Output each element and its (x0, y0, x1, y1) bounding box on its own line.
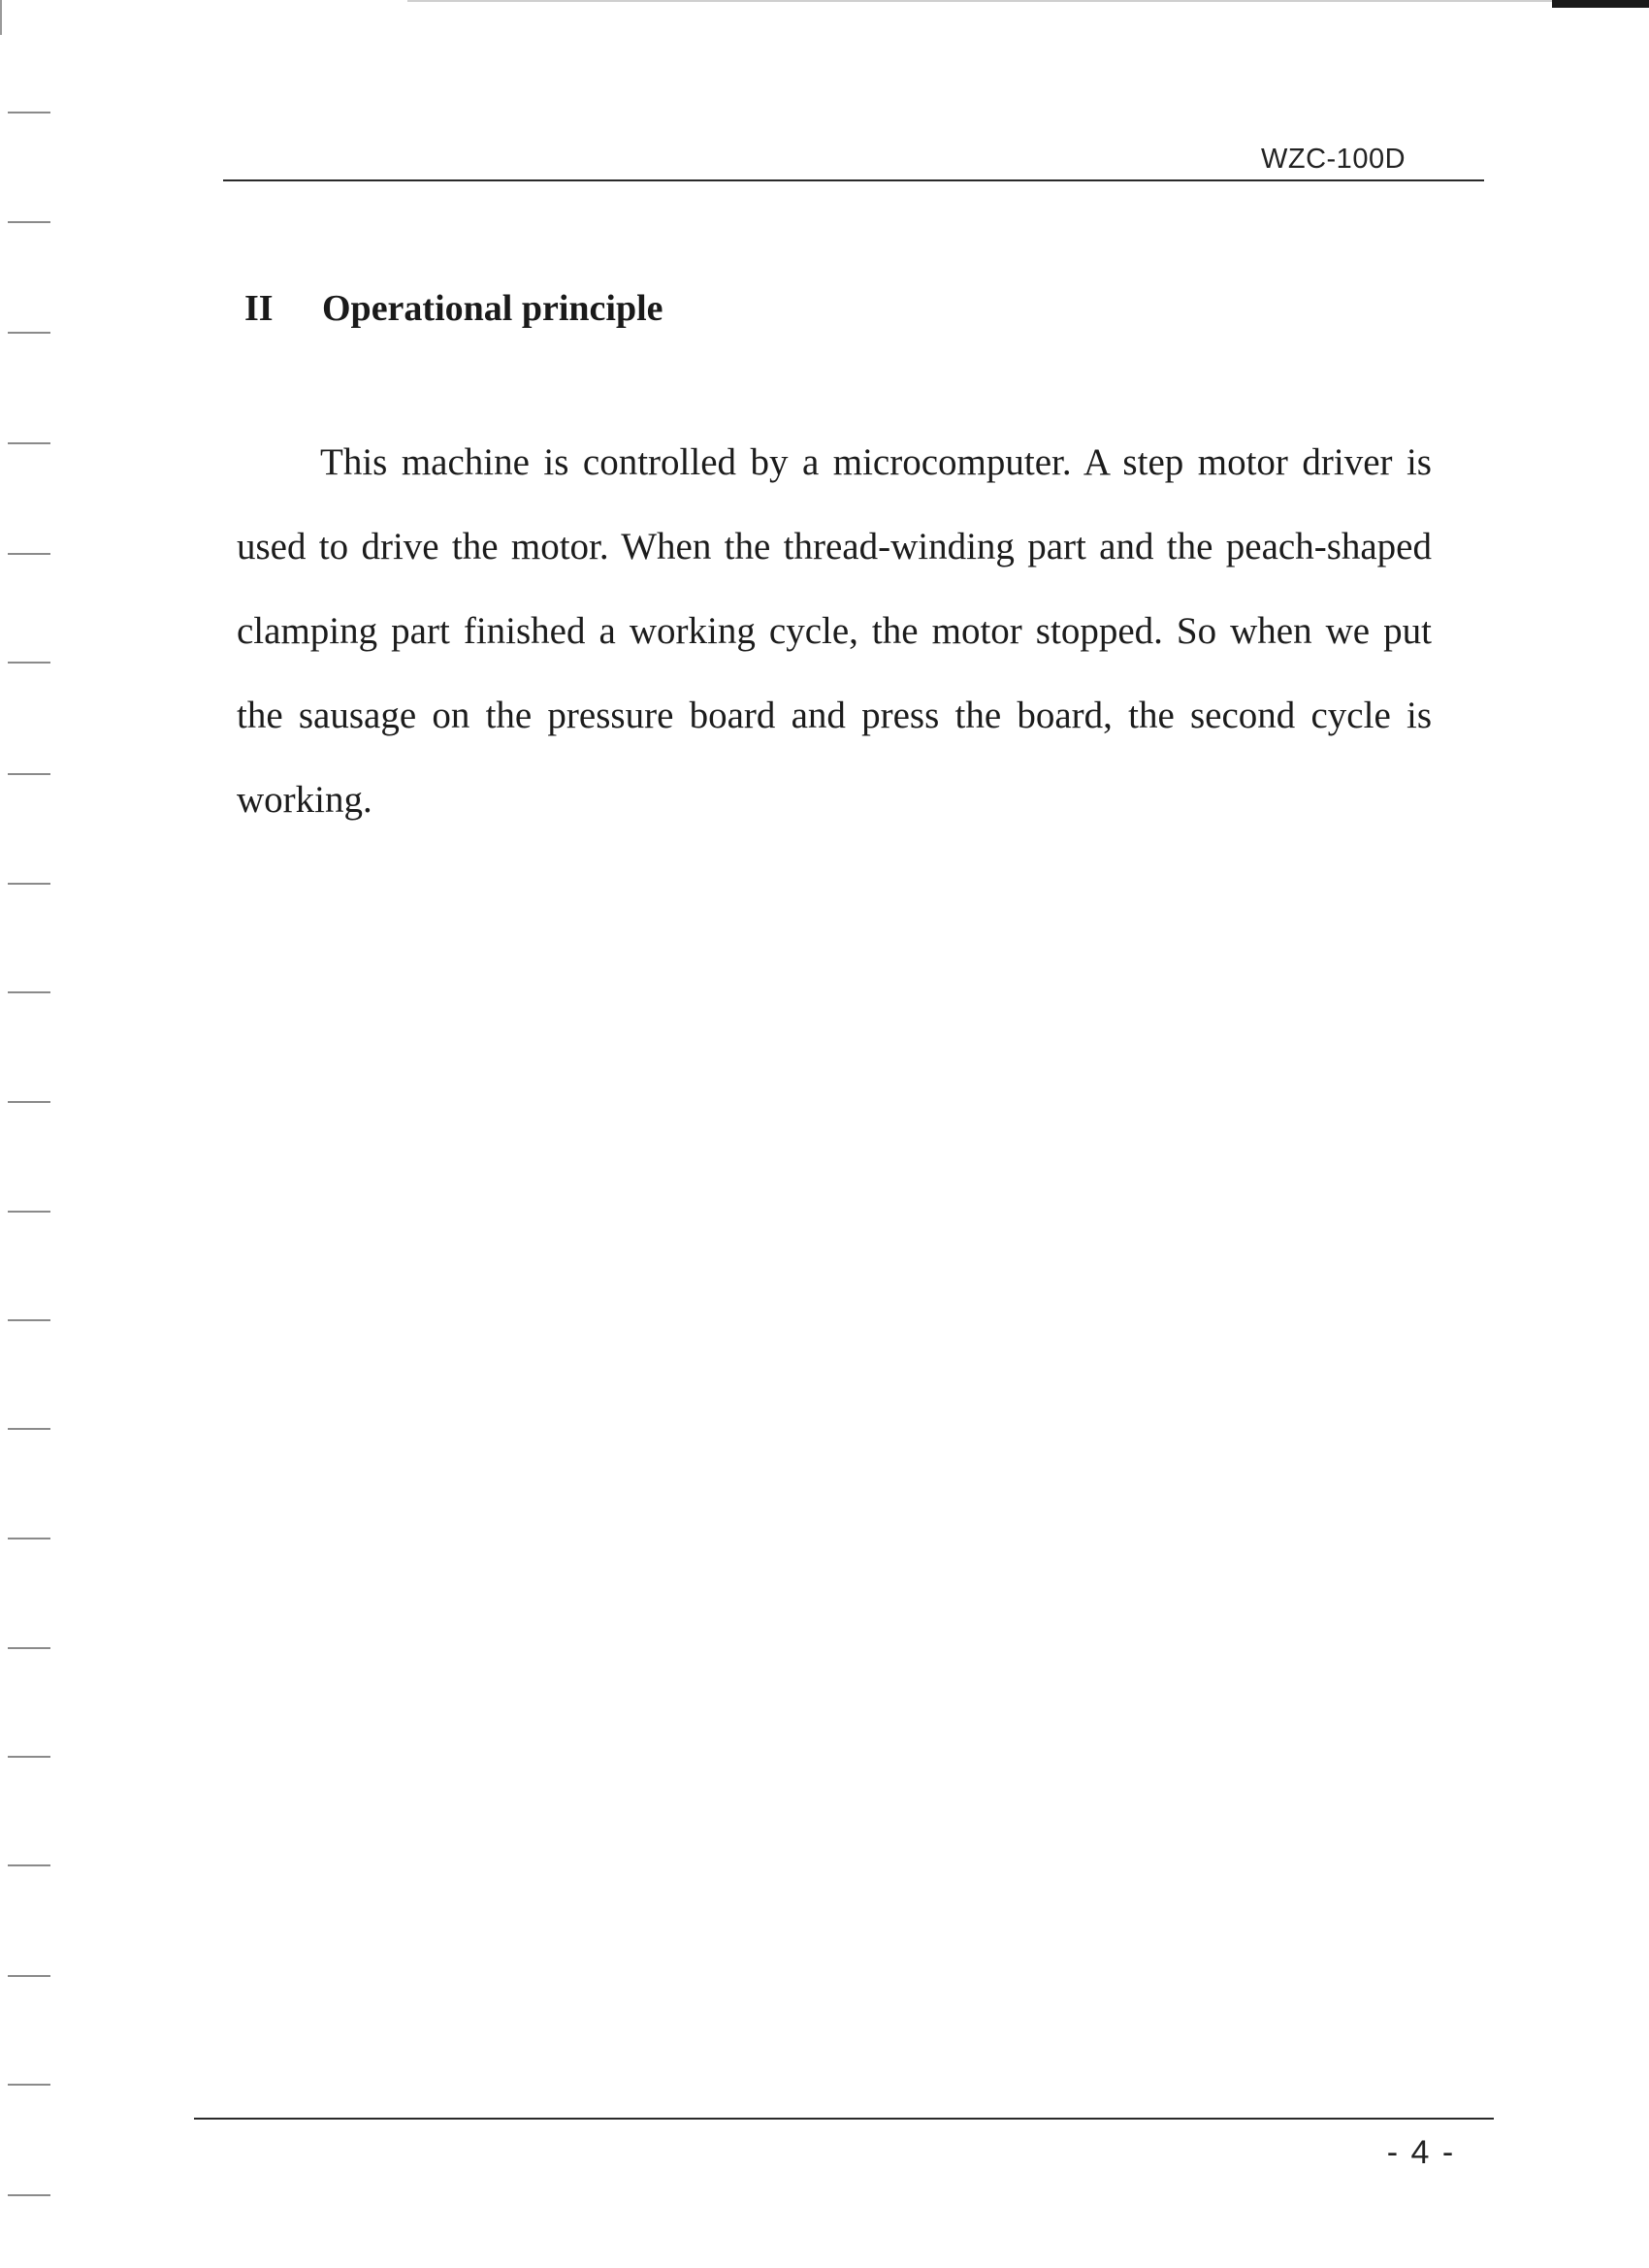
body-paragraph: This machine is controlled by a microcomputer. A step motor driver is used to drive the motor. When the thread-winding part and the peach-shaped clamping part finished a working cycle, the motor stopped. So when we put the sausage on the pressure board and press the board, the second cycle is working. (237, 441, 1432, 821)
document-model-header: WZC-100D (1261, 144, 1406, 175)
scan-corner-shadow (1552, 0, 1649, 8)
section-heading (244, 287, 663, 330)
section-title: Operational principle (322, 288, 663, 329)
header-divider (223, 179, 1484, 181)
footer-divider (194, 2118, 1494, 2120)
scan-top-edge (407, 0, 1552, 2)
binding-marks (0, 0, 58, 2268)
section-number: II (244, 288, 274, 329)
page-number: - 4 - (1386, 2134, 1456, 2171)
